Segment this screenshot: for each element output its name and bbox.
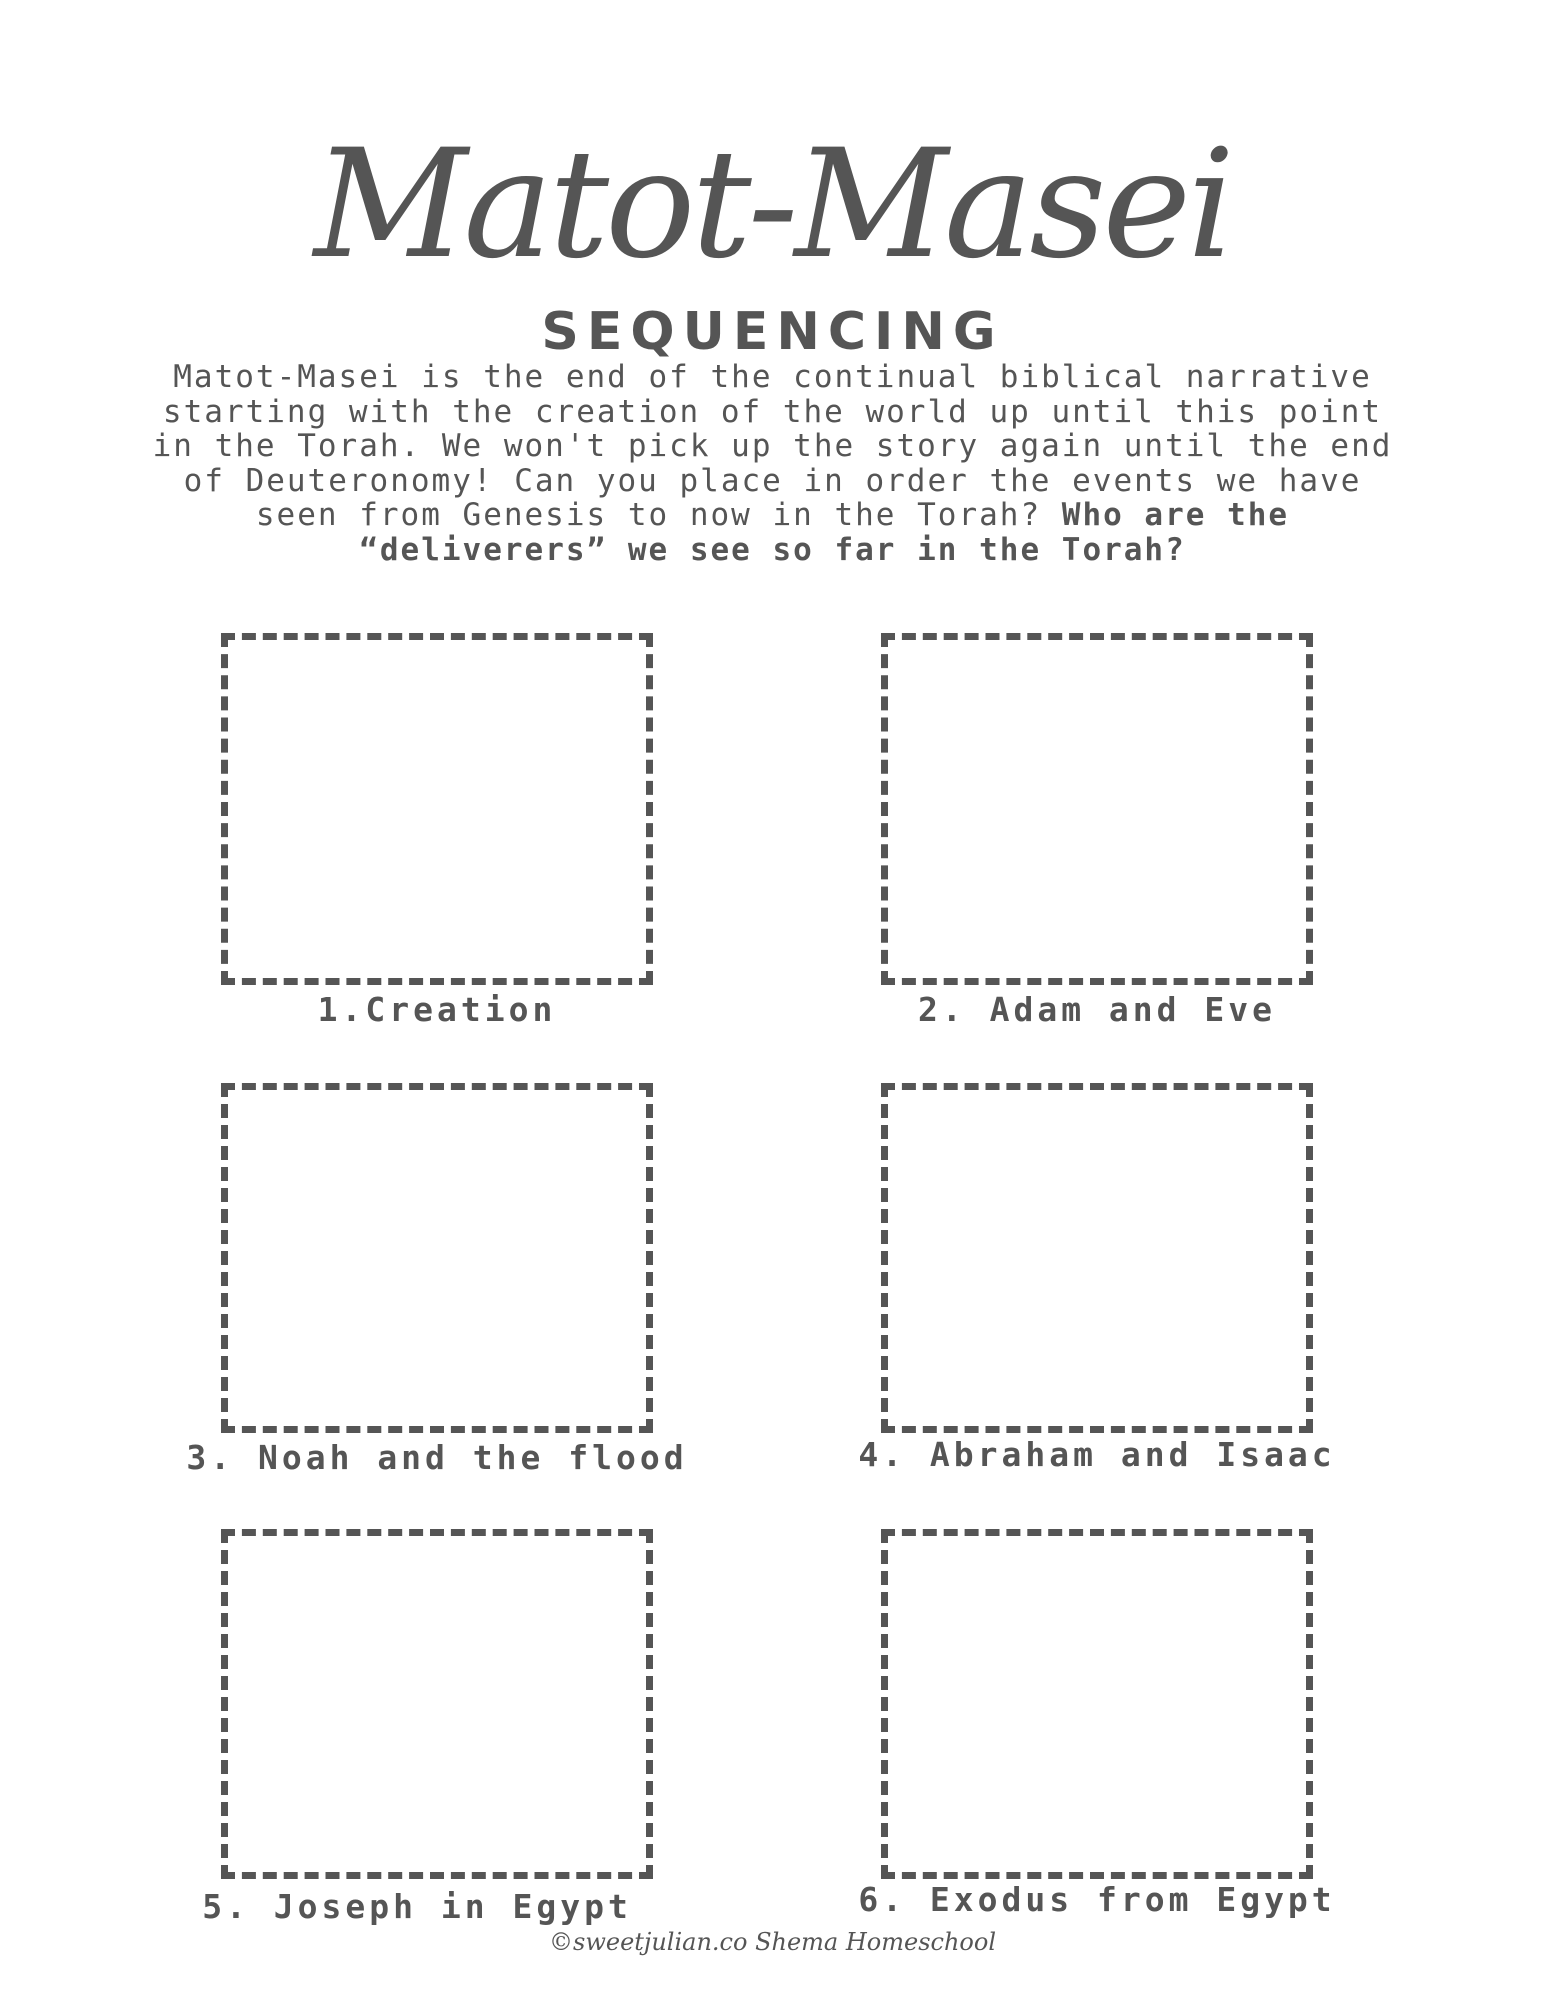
event-label-6: 6. Exodus from Egypt: [858, 1880, 1336, 1919]
worksheet-subtitle: SEQUENCING: [541, 302, 1004, 362]
event-label-3: 3. Noah and the flood: [186, 1438, 688, 1477]
event-label-5: 5. Joseph in Egypt: [202, 1887, 632, 1926]
drawing-box-2[interactable]: [881, 633, 1313, 985]
event-label-2: 2. Adam and Eve: [917, 990, 1276, 1029]
drawing-box-4[interactable]: [881, 1083, 1313, 1433]
copyright-footer: ©sweetjulian.co Shema Homeschool: [549, 1928, 996, 1956]
instructions-question: Who are the “deliverers” we see so far in the Torah?: [359, 497, 1290, 568]
drawing-box-1[interactable]: [221, 633, 653, 985]
instructions-text: Matot-Masei is the end of the continual biblical narrative starting with the creation of the world up until this point in the Torah. We won't pick up the story again until the end of Deuteronomy! Can you place in order the events we have seen from Genesis to now in the Torah?: [152, 359, 1393, 533]
drawing-box-3[interactable]: [221, 1083, 653, 1433]
page-title: Matot-Masei: [313, 118, 1232, 292]
drawing-box-6[interactable]: [881, 1529, 1313, 1879]
drawing-box-5[interactable]: [221, 1529, 653, 1879]
event-label-1: 1.Creation: [317, 990, 557, 1029]
event-label-4: 4. Abraham and Isaac: [858, 1435, 1336, 1474]
instructions: [150, 360, 1395, 567]
